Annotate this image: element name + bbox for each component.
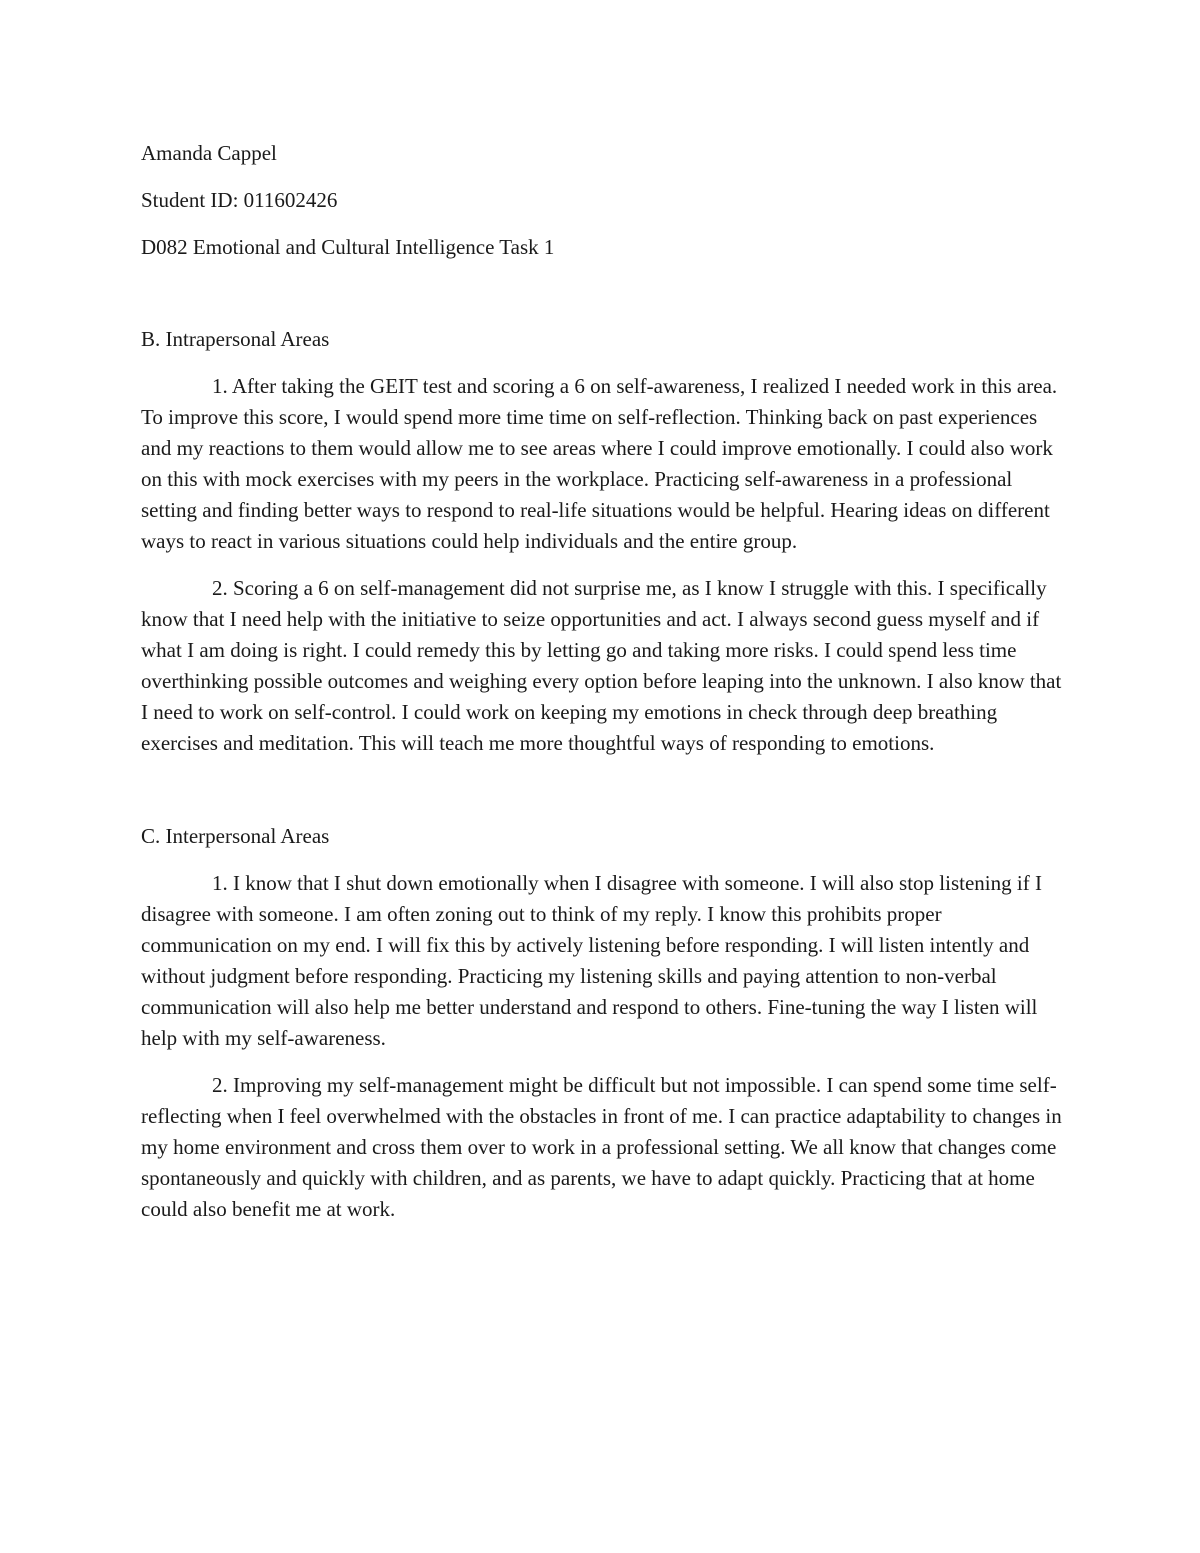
- section-heading: B. Intrapersonal Areas: [141, 327, 330, 351]
- document-body: [141, 138, 1071, 1241]
- paragraph: 1. I know that I shut down emotionally when I disagree with someone. I will also stop listening if I disagree with someone. I am often zoning out to think of my reply. I know this prohibits proper communication on my end. I will fix this by actively listening before responding. I will listen intently and without judgment before responding. Practicing my listening skills and paying attention to non-verbal communication will also help me better understand and respond to others. Fine-tuning the way I listen will help with my self-awareness.: [141, 871, 1042, 1050]
- paragraph: 1. After taking the GEIT test and scoring a 6 on self-awareness, I realized I needed work in this area. To improve this score, I would spend more time time on self-reflection. Thinking back on past experiences and my reactions to them would allow me to see areas where I could improve emotionally. I could also work on this with mock exercises with my peers in the workplace. Practicing self-awareness in a professional setting and finding better ways to respond to real-life situations would be helpful. Hearing ideas on different ways to react in various situations could help individuals and the entire group.: [141, 374, 1058, 553]
- student-id: Student ID: 011602426: [141, 188, 338, 212]
- paragraph: 2. Improving my self-management might be difficult but not impossible. I can spend some time self-reflecting when I feel overwhelmed with the obstacles in front of me. I can practice adaptability to changes in my home environment and cross them over to work in a professional setting. We all know that changes come spontaneously and quickly with children, and as parents, we have to adapt quickly. Practicing that at home could also benefit me at work.: [141, 1073, 1062, 1221]
- paragraph: 2. Scoring a 6 on self-management did not surprise me, as I know I struggle with this. I specifically know that I need help with the initiative to seize opportunities and act. I always second guess myself and if what I am doing is right. I could remedy this by letting go and taking more risks. I could spend less time overthinking possible outcomes and weighing every option before leaping into the unknown. I also know that I need to work on self-control. I could work on keeping my emotions in check through deep breathing exercises and meditation. This will teach me more thoughtful ways of responding to emotions.: [141, 576, 1062, 755]
- author-name: Amanda Cappel: [141, 141, 277, 165]
- section-intrapersonal: [141, 324, 1071, 759]
- course-title: D082 Emotional and Cultural Intelligence Task 1: [141, 235, 555, 259]
- section-interpersonal: [141, 821, 1071, 1225]
- section-heading: C. Interpersonal Areas: [141, 824, 330, 848]
